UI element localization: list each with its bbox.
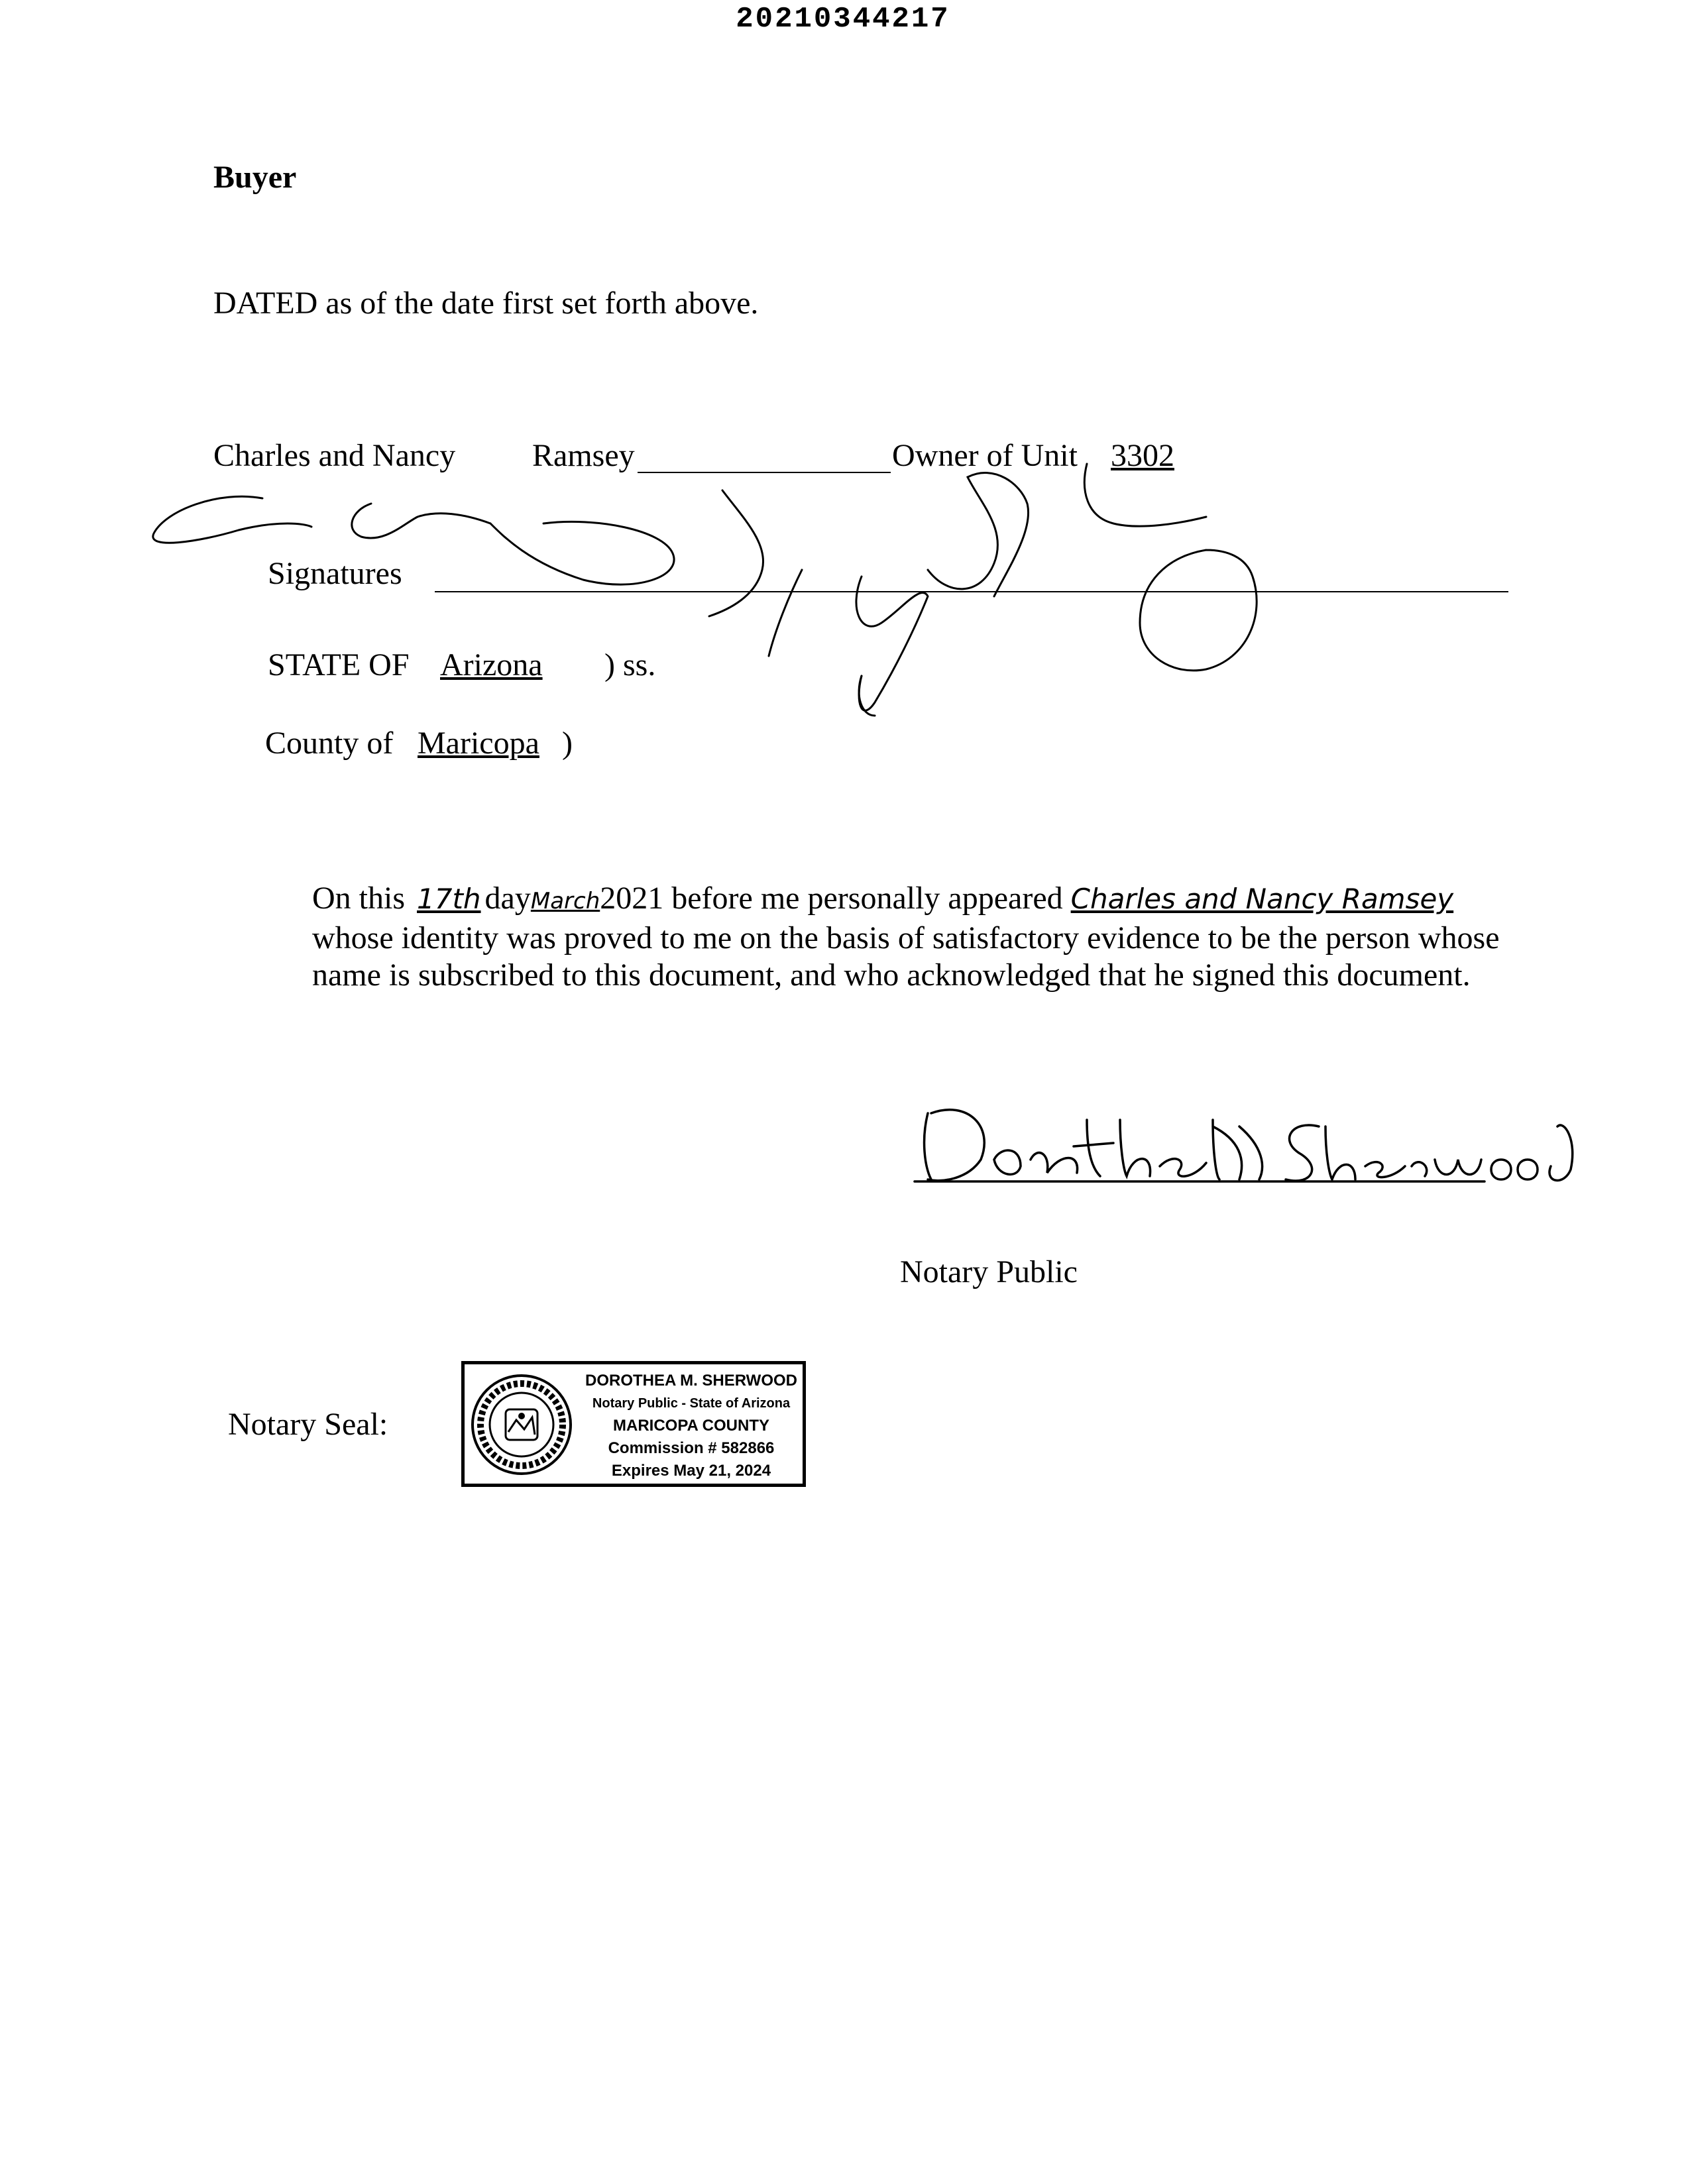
county-label: County of: [265, 726, 394, 761]
day-value: 17th: [417, 883, 481, 915]
owner-blank-line: [638, 472, 891, 473]
owner-unit-label: Owner of Unit: [892, 438, 1078, 473]
stamp-county: MARICOPA COUNTY: [613, 1417, 769, 1435]
document-number: 20210344217: [736, 3, 950, 36]
appeared-name: Charles and Nancy Ramsey: [1070, 883, 1454, 915]
signatures-line: [435, 591, 1508, 592]
county-close: ): [562, 726, 573, 761]
stamp-commission: Commission # 582866: [608, 1439, 775, 1457]
buyer-heading: Buyer: [213, 160, 297, 195]
appeared-text: before me personally appeared: [671, 881, 1063, 916]
on-this-text: On this: [312, 881, 406, 916]
state-seal-emblem: [469, 1368, 575, 1481]
stamp-name: DOROTHEA M. SHERWOOD: [585, 1372, 797, 1390]
stamp-expires: Expires May 21, 2024: [611, 1462, 771, 1480]
month-value: March: [530, 888, 600, 914]
owner-surname: Ramsey: [532, 438, 635, 473]
acknowledgment-body: whose identity was proved to me on the basis of satisfactory evidence to be the person whose name is subscribed to this document, and who acknowledged that he signed this document.: [312, 920, 1500, 993]
ss-text: ) ss.: [604, 647, 656, 682]
unit-number: 3302: [1111, 438, 1174, 473]
owner-names: Charles and Nancy: [213, 438, 456, 473]
notary-public-label: Notary Public: [900, 1254, 1078, 1289]
state-label: STATE OF: [268, 647, 410, 682]
notary-signature: [915, 1110, 1573, 1181]
state-value: Arizona: [440, 647, 543, 682]
signatures-label: Signatures: [268, 556, 402, 591]
stamp-title: Notary Public - State of Arizona: [592, 1396, 791, 1411]
county-value: Maricopa: [418, 726, 539, 761]
notary-seal-label: Notary Seal:: [228, 1407, 388, 1442]
notary-stamp: [461, 1361, 806, 1487]
stamp-text: [579, 1370, 804, 1482]
acknowledgment-paragraph: [312, 880, 1532, 994]
dated-line: DATED as of the date first set forth above.: [213, 286, 759, 321]
day-word: day: [484, 881, 531, 916]
year-value: 2021: [600, 881, 664, 916]
